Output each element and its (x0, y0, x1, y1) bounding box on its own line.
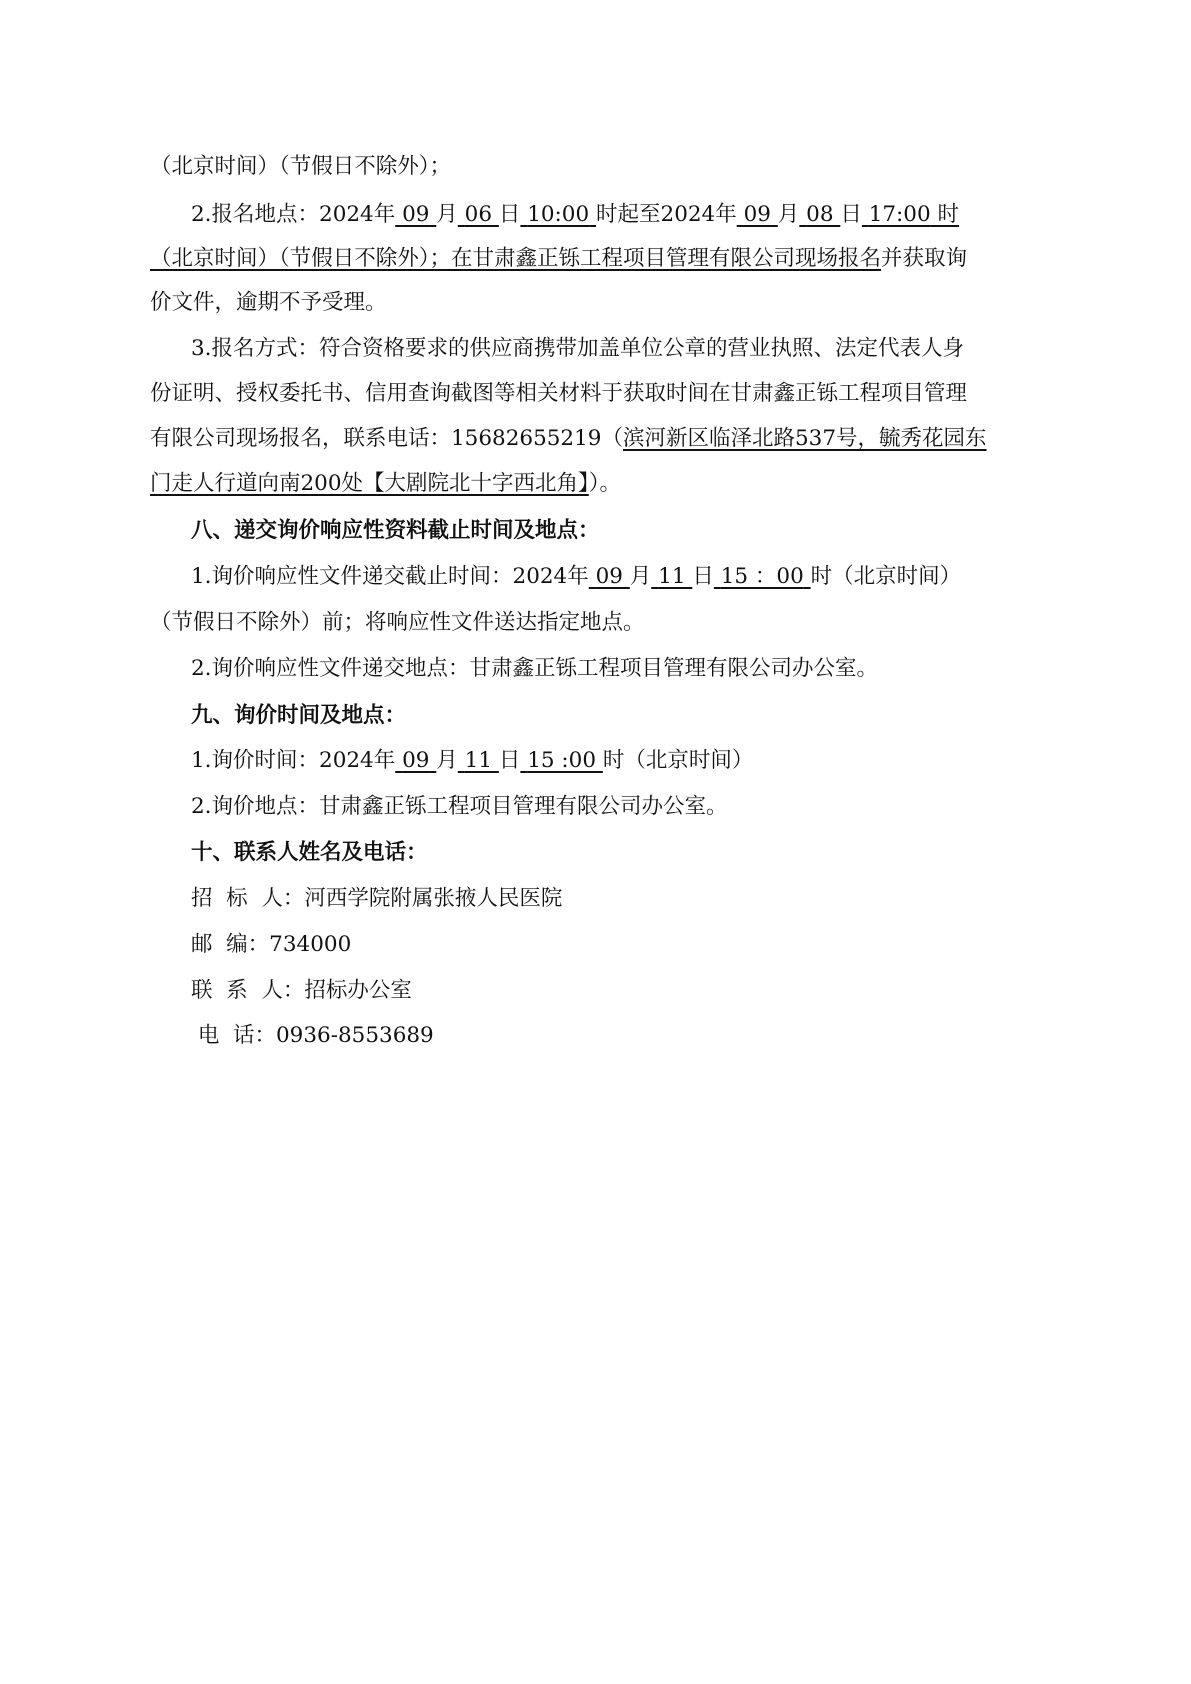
address: 滨河新区临泽北路537号，毓秀花园东 (622, 426, 987, 451)
text: 招 标 人：河西学院附属张掖人民医院 (191, 886, 563, 911)
section-heading (191, 516, 1091, 546)
text: 1.询价响应性文件递交截止时间：2024年 (191, 564, 589, 589)
text: 月 (436, 748, 458, 773)
text-line (191, 792, 1091, 822)
text: 日 (498, 202, 521, 227)
filled-month: 09 (595, 564, 623, 589)
filled-day: 11 (658, 564, 686, 589)
text: 日 (692, 564, 714, 589)
text-line (191, 334, 1091, 364)
filled-day: 08 (806, 202, 834, 227)
text: 月 (777, 202, 800, 227)
address: 门走人行道向南200处【大剧院北十字西北角】 (150, 471, 589, 496)
text: 2.询价地点：甘肃鑫正铄工程项目管理有限公司办公室。 (191, 794, 728, 819)
text-line (191, 654, 1091, 684)
text-line (150, 424, 1050, 454)
text: 邮 编：734000 (191, 932, 352, 957)
text-line (191, 746, 1091, 776)
text: 价文件，逾期不予受理。 (150, 290, 387, 315)
filled-time: 10:00 (527, 202, 590, 227)
text: 份证明、授权委托书、信用查询截图等相关材料于获取时间在甘肃鑫正铄工程项目管理 (150, 381, 968, 406)
registration-location: （北京时间）（节假日不除外）；在甘肃鑫正铄工程项目管理有限公司现场报名 (150, 246, 882, 271)
contact-line (191, 884, 1091, 914)
registration-period-line (191, 200, 1091, 230)
text: 2.询价响应性文件递交地点：甘肃鑫正铄工程项目管理有限公司办公室。 (191, 656, 879, 681)
text: 1.询价时间：2024年 (191, 748, 396, 773)
section-heading (191, 701, 1091, 731)
heading-text: 八、递交询价响应性资料截止时间及地点： (191, 518, 600, 543)
text-line (150, 152, 1050, 182)
text: 月 (629, 564, 652, 589)
text: ）。 (588, 471, 622, 496)
text-line (191, 562, 1091, 592)
filled-day: 06 (464, 202, 492, 227)
text: 时起至2024年 (596, 202, 737, 227)
text: 时（北京时间） (602, 748, 754, 773)
text: 月 (436, 202, 458, 227)
heading-text: 九、询价时间及地点： (191, 703, 407, 728)
filled-month: 09 (402, 202, 430, 227)
text-line (150, 379, 1050, 409)
text: 日 (840, 202, 862, 227)
contact-line (191, 930, 1091, 960)
text: 并获取询 (881, 246, 968, 271)
contact-line (191, 1021, 1091, 1051)
text-line (150, 244, 1050, 274)
contact-line (191, 976, 1091, 1006)
text-line (150, 288, 1050, 318)
text: （节假日不除外）前；将响应性文件送达指定地点。 (150, 610, 645, 635)
filled-day: 11 (464, 748, 492, 773)
text: （北京时间）（节假日不除外）； (150, 154, 452, 179)
filled-time: 17:00 (868, 202, 931, 227)
text: 联 系 人：招标办公室 (191, 978, 412, 1003)
text-line (150, 608, 1050, 638)
text: 时 (937, 202, 960, 227)
section-heading (191, 838, 1091, 868)
text: 2.报名地点：2024年 (191, 202, 396, 227)
text: 时（北京时间） (810, 564, 962, 589)
text-line (150, 469, 1050, 499)
text: 3.报名方式：符合资格要求的供应商携带加盖单位公章的营业执照、法定代表人身 (191, 336, 965, 361)
text: 日 (498, 748, 521, 773)
filled-time: 15 :00 (527, 748, 596, 773)
filled-month: 09 (402, 748, 430, 773)
filled-month: 09 (743, 202, 771, 227)
text: 电 话：0936-8553689 (191, 1023, 434, 1048)
filled-time: 15 ：00 (720, 564, 804, 589)
heading-text: 十、联系人姓名及电话： (191, 840, 428, 865)
text: 有限公司现场报名，联系电话：15682655219（ (150, 426, 623, 451)
